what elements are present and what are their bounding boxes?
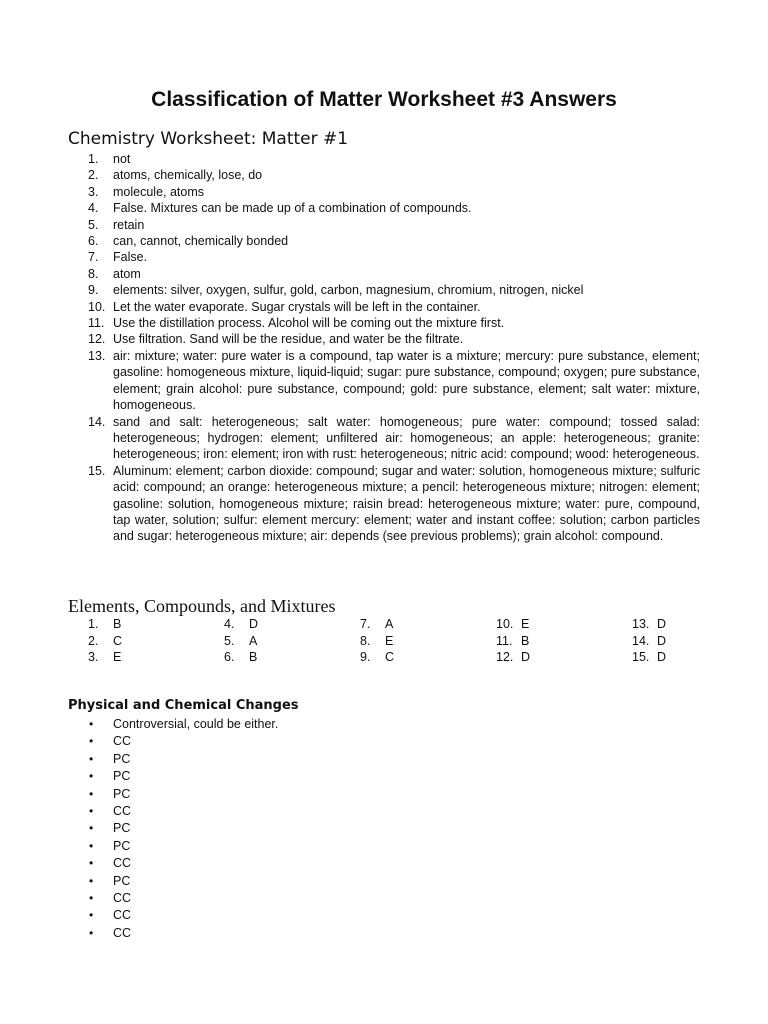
item-number: 10. bbox=[496, 617, 514, 631]
answer-cell bbox=[68, 649, 204, 666]
item-number: 13. bbox=[632, 617, 650, 631]
item-number: 6. bbox=[88, 234, 99, 249]
item-answer: E bbox=[385, 633, 394, 648]
item-answer: CC bbox=[113, 856, 132, 871]
item-answer: elements: silver, oxygen, sulfur, gold, carbon, magnesium, chromium, nitrogen, nickel bbox=[113, 283, 584, 298]
item-answer: CC bbox=[113, 804, 132, 819]
item-answer: False. bbox=[113, 250, 148, 265]
item-answer: CC bbox=[113, 734, 132, 749]
bullet-icon: • bbox=[89, 908, 94, 923]
item-answer: D bbox=[521, 650, 531, 664]
item-number: 2. bbox=[88, 168, 99, 183]
answer-cell bbox=[340, 649, 476, 666]
item-number: 6. bbox=[224, 650, 235, 664]
item-number: 4. bbox=[88, 201, 99, 216]
item-answer: atoms, chemically, lose, do bbox=[113, 168, 263, 183]
item-answer: not bbox=[113, 152, 131, 166]
item-number: 8. bbox=[360, 633, 371, 648]
item-answer: retain bbox=[113, 217, 145, 232]
item-number: 7. bbox=[360, 617, 371, 631]
item-number: 11. bbox=[496, 633, 513, 648]
list-item bbox=[68, 733, 700, 750]
list-item bbox=[68, 167, 700, 183]
item-answer: D bbox=[249, 617, 259, 631]
item-number: 10. bbox=[88, 299, 106, 314]
item-number: 12. bbox=[496, 650, 514, 664]
item-answer: False. Mixtures can be made up of a combination of compounds. bbox=[113, 201, 472, 216]
item-number: 14. bbox=[88, 414, 106, 429]
bullet-icon: • bbox=[89, 856, 94, 871]
bullet-icon: • bbox=[89, 734, 94, 749]
item-answer: C bbox=[385, 650, 395, 664]
item-number: 3. bbox=[88, 184, 99, 199]
answer-cell bbox=[612, 616, 708, 633]
item-number: 5. bbox=[224, 633, 235, 648]
list-item bbox=[68, 315, 700, 331]
list-item bbox=[68, 890, 700, 907]
item-number: 11. bbox=[88, 316, 105, 331]
item-answer: PC bbox=[113, 769, 131, 784]
list-item bbox=[68, 751, 700, 768]
bullet-icon: • bbox=[89, 821, 94, 836]
item-number: 14. bbox=[632, 633, 650, 648]
item-answer: PC bbox=[113, 873, 131, 888]
item-number: 7. bbox=[88, 250, 99, 265]
item-answer: E bbox=[113, 650, 122, 664]
answer-cell bbox=[204, 649, 340, 666]
answer-cell bbox=[68, 633, 204, 650]
list-item bbox=[68, 907, 700, 924]
bullet-icon: • bbox=[89, 751, 94, 766]
item-number: 9. bbox=[360, 650, 371, 664]
list-item bbox=[68, 184, 700, 200]
item-answer: B bbox=[113, 617, 122, 631]
bullet-icon: • bbox=[89, 804, 94, 819]
list-item bbox=[68, 925, 700, 942]
item-answer: PC bbox=[113, 751, 131, 766]
list-item bbox=[68, 768, 700, 785]
item-answer: Aluminum: element; carbon dioxide: compound; sugar and water: solution, homogeneous mixture; sulfuric acid: compound; an orange: heterogeneous mixture; a pencil: heterogeneous mixture; nitrogen: element; gasoline: solution, homogeneous mixture; raisin bread: heterogeneous mixture; water: pure, compound, tap water, solution; sulfur: element mercury: element; water and instant coffee: solution; carbon particles and sugar: heterogeneous mixture; air: depends (see previous problems); grain alcohol: compound. bbox=[113, 463, 700, 544]
item-answer: molecule, atoms bbox=[113, 184, 205, 199]
item-number: 3. bbox=[88, 650, 99, 664]
answer-cell bbox=[476, 633, 612, 650]
item-answer: B bbox=[521, 633, 530, 648]
item-number: 1. bbox=[88, 152, 99, 166]
item-answer: can, cannot, chemically bonded bbox=[113, 234, 289, 249]
list-item bbox=[68, 299, 700, 315]
list-item bbox=[68, 151, 700, 167]
item-answer: A bbox=[249, 633, 258, 648]
list-item bbox=[68, 348, 700, 414]
list-item bbox=[68, 838, 700, 855]
list-item bbox=[68, 249, 700, 265]
item-answer: D bbox=[657, 650, 667, 664]
item-answer: Controversial, could be either. bbox=[113, 717, 279, 731]
item-number: 4. bbox=[224, 617, 235, 631]
list-item bbox=[68, 282, 700, 298]
bullet-icon: • bbox=[89, 838, 94, 853]
answer-cell bbox=[612, 649, 708, 666]
item-number: 15. bbox=[632, 650, 650, 664]
list-item bbox=[68, 331, 700, 347]
item-number: 8. bbox=[88, 266, 99, 281]
list-item bbox=[68, 803, 700, 820]
item-number: 2. bbox=[88, 633, 99, 648]
answer-cell bbox=[476, 616, 612, 633]
item-answer: CC bbox=[113, 925, 132, 940]
answer-cell bbox=[204, 633, 340, 650]
list-item bbox=[68, 716, 700, 733]
bullet-icon: • bbox=[89, 925, 94, 940]
item-answer: air: mixture; water: pure water is a compound, tap water is a mixture; mercury: pure substance, element; gasoline: homogeneous mixture, liquid-liquid; sugar: pure substance, compound; oxygen; pure substance, element; grain alcohol: pure substance, compound; gold: pure substance, element; salt water: mixture, homogeneous. bbox=[113, 348, 700, 413]
item-answer: E bbox=[521, 617, 530, 631]
section-heading-physical-chemical-changes: Physical and Chemical Changes bbox=[68, 698, 299, 713]
answer-cell bbox=[612, 633, 708, 650]
list-item bbox=[68, 217, 700, 233]
item-answer: Use the distillation process. Alcohol will be coming out the mixture first. bbox=[113, 316, 505, 331]
list-item bbox=[68, 855, 700, 872]
item-answer: Use filtration. Sand will be the residue, and water be the filtrate. bbox=[113, 332, 464, 347]
item-answer: A bbox=[385, 617, 394, 631]
item-answer: D bbox=[657, 633, 667, 648]
changes-answer-list bbox=[68, 716, 700, 942]
item-number: 1. bbox=[88, 617, 99, 631]
item-answer: B bbox=[249, 650, 258, 664]
page-title: Classification of Matter Worksheet #3 Answers bbox=[151, 88, 617, 111]
list-item bbox=[68, 786, 700, 803]
item-answer: C bbox=[113, 633, 123, 648]
section-heading-elements-compounds-mixtures: Elements, Compounds, and Mixtures bbox=[68, 596, 336, 616]
item-answer: sand and salt: heterogeneous; salt water: homogeneous; pure water: compound; tossed salad: heterogeneous; hydrogen: element; unfiltered air: homogeneous; an apple: heterogeneous; granite: heterogeneous; iron: element; iron with rust: heterogeneous; nitric acid: compound; wood: heterogeneous. bbox=[113, 414, 700, 462]
list-item bbox=[68, 233, 700, 249]
answer-cell bbox=[476, 649, 612, 666]
list-item bbox=[68, 414, 700, 463]
answer-cell bbox=[340, 633, 476, 650]
list-item bbox=[68, 820, 700, 837]
item-number: 9. bbox=[88, 283, 99, 298]
item-answer: D bbox=[657, 617, 667, 631]
item-answer: Let the water evaporate. Sugar crystals will be left in the container. bbox=[113, 299, 481, 314]
item-number: 13. bbox=[88, 348, 106, 363]
bullet-icon: • bbox=[89, 769, 94, 784]
bullet-icon: • bbox=[89, 873, 94, 888]
list-item bbox=[68, 873, 700, 890]
section-heading-matter: Chemistry Worksheet: Matter #1 bbox=[68, 129, 349, 149]
list-item bbox=[68, 200, 700, 216]
bullet-icon: • bbox=[89, 786, 94, 801]
answer-cell bbox=[340, 616, 476, 633]
item-answer: CC bbox=[113, 891, 132, 906]
item-number: 12. bbox=[88, 332, 106, 347]
elements-answer-grid bbox=[68, 616, 708, 666]
item-answer: PC bbox=[113, 821, 131, 836]
item-number: 15. bbox=[88, 463, 106, 478]
item-answer: PC bbox=[113, 838, 131, 853]
list-item bbox=[68, 463, 700, 545]
item-answer: atom bbox=[113, 266, 141, 281]
list-item bbox=[68, 266, 700, 282]
item-answer: CC bbox=[113, 908, 132, 923]
bullet-icon: • bbox=[89, 891, 94, 906]
answer-cell bbox=[204, 616, 340, 633]
item-number: 5. bbox=[88, 217, 99, 232]
bullet-icon: • bbox=[89, 717, 94, 731]
item-answer: PC bbox=[113, 786, 131, 801]
matter-answer-list bbox=[68, 151, 700, 545]
answer-cell bbox=[68, 616, 204, 633]
